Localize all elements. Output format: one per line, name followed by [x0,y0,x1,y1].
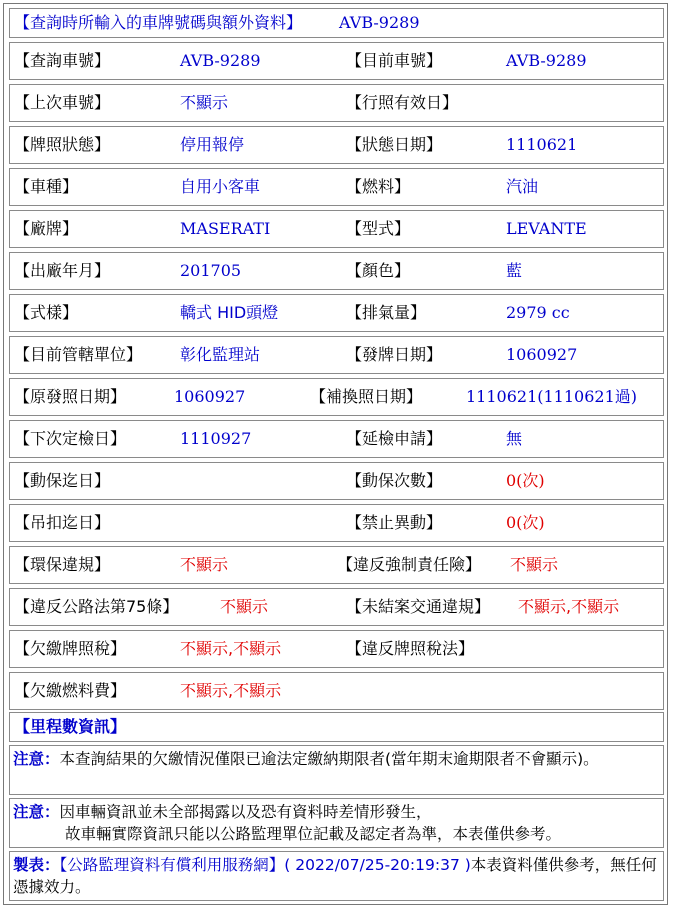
field-value: 1060927 [506,345,578,364]
field-value: 0(次) [506,513,545,532]
field-value: 201705 [180,261,242,280]
field-label: 【顏色】 [346,261,411,280]
note-disclaimer [9,798,664,848]
field-label: 【環保違規】 [14,555,111,574]
report-footer [9,851,664,901]
field-value: 不顯示 [180,93,229,112]
field-label: 【原發照日期】 [14,387,127,406]
field-label: 【下次定檢日】 [14,429,127,448]
query-header [9,8,664,38]
field-value: 不顯示,不顯示 [518,597,620,616]
table-row [9,336,664,374]
mileage-title: 【里程數資訊】 [14,717,127,736]
field-label: 【吊扣迄日】 [14,513,111,532]
note-overdue [9,745,664,795]
field-label: 【禁止異動】 [346,513,443,532]
field-label: 【上次車號】 [14,93,111,112]
table-row [9,378,664,416]
field-value: 自用小客車 [180,177,261,196]
field-label: 【排氣量】 [346,303,427,322]
field-value: 無 [506,429,523,448]
field-value: 不顯示,不顯示 [180,639,282,658]
field-label: 【目前車號】 [346,51,443,70]
field-value: 汽油 [506,177,539,196]
field-value: 1060927 [174,387,246,406]
table-row [9,42,664,80]
field-value: 停用報停 [180,135,245,154]
footer-time: ( 2022/07/25-20:19:37 ) [284,856,471,874]
field-label: 【型式】 [346,219,411,238]
field-value: 1110927 [180,429,252,448]
note-overdue-prefix: 注意： [13,750,60,768]
field-value: 不顯示 [180,555,229,574]
note-disclaimer-line2: 故車輛實際資訊只能以公路監理單位記載及認定者為準，本表僅供參考。 [65,825,562,843]
field-label: 【延檢申請】 [346,429,443,448]
field-label: 【動保次數】 [346,471,443,490]
field-label: 【違反強制責任險】 [337,555,482,574]
field-label: 【發牌日期】 [346,345,443,364]
table-row [9,252,664,290]
field-label: 【查詢車號】 [14,51,111,70]
table-row [9,294,664,332]
field-value: 不顯示,不顯示 [180,681,282,700]
field-label: 【違反牌照稅法】 [346,639,475,658]
footer-source: 【公路監理資料有償利用服務網】 [59,856,285,874]
query-header-title: 【查詢時所輸入的車牌號碼與額外資料】 [14,13,303,32]
table-row [9,588,664,626]
field-value: 0(次) [506,471,545,490]
field-label: 【未結案交通違規】 [346,597,491,616]
field-label: 【欠繳牌照稅】 [14,639,127,658]
field-label: 【行照有效日】 [346,93,459,112]
query-header-plate: AVB-9289 [339,13,420,32]
table-row [9,210,664,248]
field-label: 【補換照日期】 [310,387,423,406]
field-value: MASERATI [180,219,271,238]
footer-suffix: 本表資料僅供參考，無任何憑據效力。 [13,856,657,896]
table-row [9,546,664,584]
field-label: 【欠繳燃料費】 [14,681,127,700]
field-value: 轎式 HID頭燈 [180,303,279,322]
table-row [9,672,664,710]
table-row [9,168,664,206]
table-row [9,630,664,668]
field-label: 【車種】 [14,177,79,196]
table-row [9,420,664,458]
table-row [9,462,664,500]
table-row [9,126,664,164]
field-label: 【牌照狀態】 [14,135,111,154]
field-label: 【式樣】 [14,303,79,322]
field-label: 【燃料】 [346,177,411,196]
field-value: 彰化監理站 [180,345,261,364]
field-value: 1110621(1110621過) [466,387,638,406]
table-row [9,84,664,122]
table-row [9,504,664,542]
field-label: 【動保迄日】 [14,471,111,490]
field-label: 【目前管轄單位】 [14,345,143,364]
note-disclaimer-prefix: 注意： [13,803,60,821]
field-value: 不顯示 [220,597,269,616]
mileage-header [9,712,664,742]
footer-prefix: 製表： [13,856,60,874]
field-label: 【出廠年月】 [14,261,111,280]
field-value: LEVANTE [506,219,587,238]
field-value: 藍 [506,261,523,280]
field-value: 不顯示 [510,555,559,574]
field-value: AVB-9289 [180,51,261,70]
report-container [3,3,668,905]
field-label: 【違反公路法第75條】 [14,597,179,616]
field-value: 1110621 [506,135,578,154]
field-label: 【狀態日期】 [346,135,443,154]
field-label: 【廠牌】 [14,219,79,238]
note-disclaimer-line1: 因車輛資訊並未全部揭露以及恐有資料時差情形發生， [59,803,432,821]
field-value: 2979 cc [506,303,570,322]
field-value: AVB-9289 [506,51,587,70]
note-overdue-text: 本查詢結果的欠繳情況僅限已逾法定繳納期限者(當年期末逾期限者不會顯示)。 [59,750,599,768]
